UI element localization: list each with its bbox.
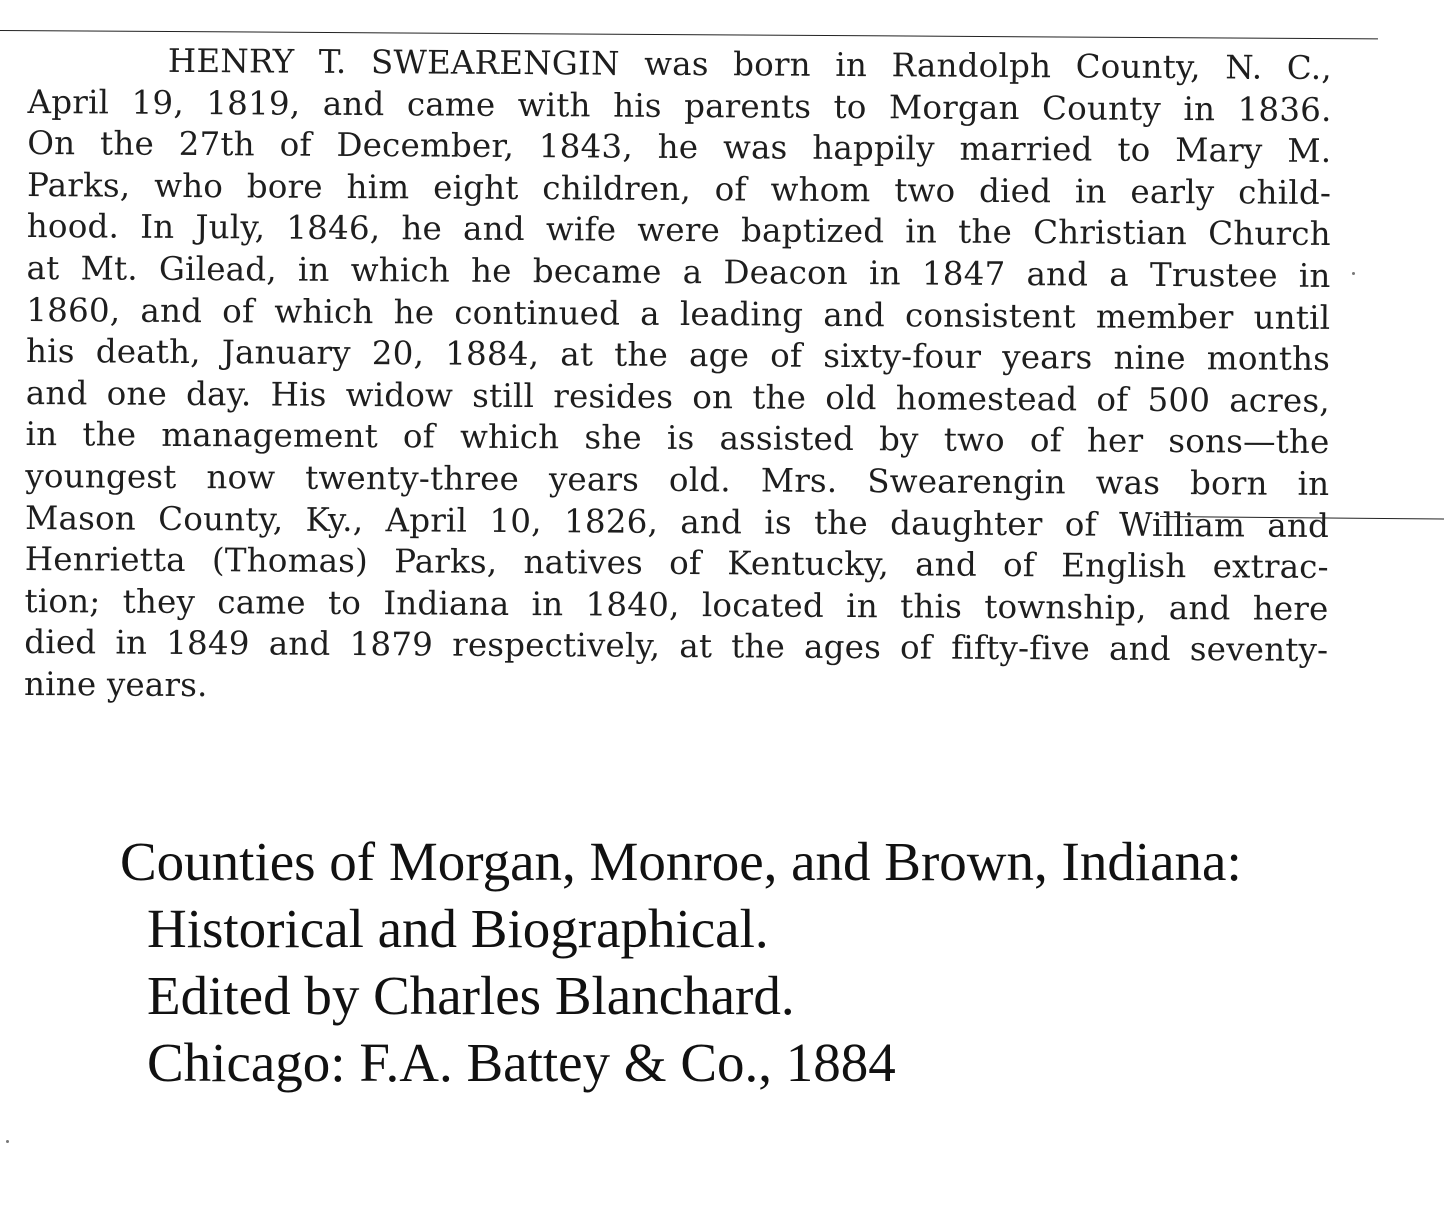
clipping-line: April 19, 1819, and came with his parents to Morgan County in 1836.	[27, 82, 1332, 129]
source-citation	[120, 828, 1242, 1096]
clipping-line: in the management of which she is assisted by two of her sons—the	[25, 415, 1330, 462]
clipping-line: nine years.	[23, 664, 208, 705]
scan-speck	[1352, 272, 1355, 275]
clipping-line: Parks, who bore him eight children, of whom two died in early child-	[26, 165, 1332, 212]
clipping-line: and one day. His widow still resides on the old homestead of 500 acres,	[25, 373, 1330, 420]
citation-title: Counties of Morgan, Monroe, and Brown, Indiana:	[120, 831, 1242, 892]
clipping-line: hood. In July, 1846, he and wife were baptized in the Christian Church	[26, 207, 1331, 254]
clipping-line: his death, January 20, 1884, at the age of sixty-four years nine months	[25, 332, 1331, 379]
clipping-line: youngest now twenty-three years old. Mrs. Swearengin was born in	[25, 456, 1330, 503]
citation-subtitle: Historical and Biographical.	[147, 898, 769, 959]
clipping-line: Henrietta (Thomas) Parks, natives of Kentucky, and of English extrac-	[24, 540, 1329, 587]
clipping-line: at Mt. Gilead, in which he became a Deacon in 1847 and a Trustee in	[26, 248, 1331, 295]
scan-speck	[6, 1140, 9, 1143]
clipping-line: HENRY T. SWEARENGIN was born in Randolph County, N. C.,	[167, 41, 1332, 87]
clipping-top-edge	[0, 30, 1378, 39]
citation-publisher: Chicago: F.A. Battey & Co., 1884	[147, 1032, 896, 1093]
clipping-line: died in 1849 and 1879 respectively, at the ages of fifty-five and seventy-	[24, 623, 1329, 670]
citation-editor: Edited by Charles Blanchard.	[147, 965, 795, 1026]
clipping-line: tion; they came to Indiana in 1840, located in this township, and here	[24, 581, 1329, 628]
clipping-line: On the 27th of December, 1843, he was happily married to Mary M.	[27, 124, 1332, 171]
clipping-line: 1860, and of which he continued a leading and consistent member until	[26, 290, 1331, 337]
newspaper-clipping	[24, 40, 1332, 713]
clipping-line: Mason County, Ky., April 10, 1826, and is the daughter of William and	[24, 498, 1330, 545]
